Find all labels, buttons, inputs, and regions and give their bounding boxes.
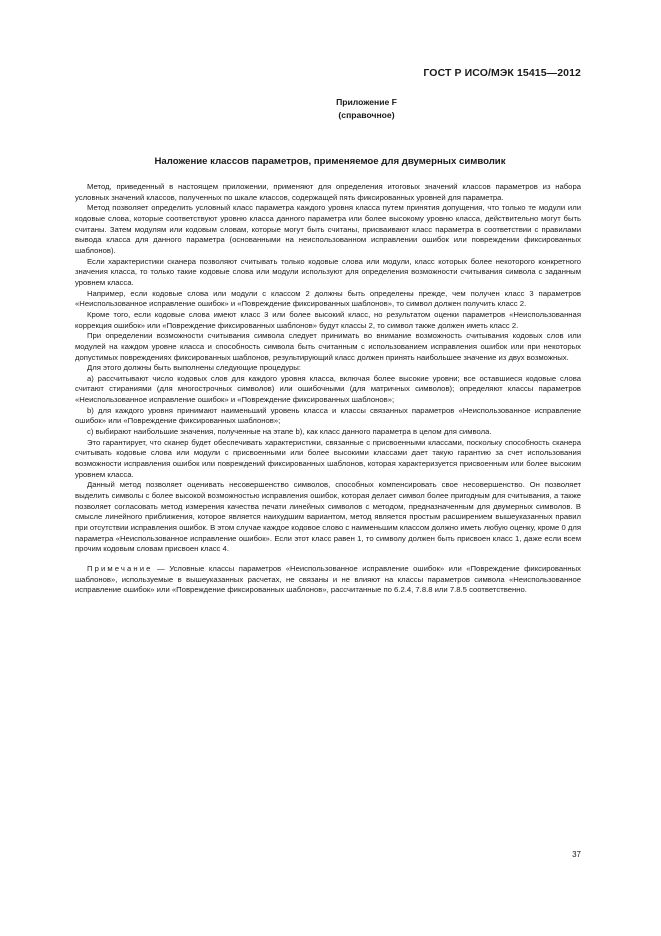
paragraph: Метод позволяет определить условный класс параметра каждого уровня класса путем принятия допущения, что только те модули или кодовые слова, которые соответствуют уровню класса данного параметра или более высокому уровню класса, действительно могут быть считаны. Затем модулям или кодовым словам, которые могут быть считаны, присваивают класс параметра в соответствии с правилами вывода класса для данного параметра (основанными на неиспользованном исправлении ошибок или повреждении фиксированных шаблонов).	[75, 203, 581, 255]
paragraph: Данный метод позволяет оценивать несовершенство символов, способных компенсировать свое несовершенство. Он позволяет выделить символы с более высокой возможностью исправления ошибок, которая делает символ более пригодным для считывания, а также позволяет согласовать метод измерения качества печати линейных символов с методом, предназначенным для двумерных символов. В смысле линейного приближения, которое является наихудшим вариантом, метод является простым расширением вышеуказанных правил при отсутствии исправления ошибок. В этом случае каждое кодовое слово с наименьшим классом должно иметь любую оценку, кроме 0 для параметра «Неиспользованное исправление ошибок». Если этот класс равен 1, то символу должен быть присвоен класс 1, даже если всем прочим кодовым словам присвоен класс 4.	[75, 480, 581, 554]
annex-heading	[0, 96, 661, 122]
annex-label: Приложение F	[336, 97, 397, 107]
page-number: 37	[572, 850, 581, 859]
paragraph: Кроме того, если кодовые слова имеют класс 3 или более высокий класс, но результатом оценки параметров «Неиспользованная коррекция ошибок» или «Повреждение фиксированных шаблонов» будут классы 2, то символ также должен иметь класс 2.	[75, 309, 581, 330]
paragraph: Метод, приведенный в настоящем приложении, применяют для определения итоговых значений классов параметров из набора условных значений классов, полученных по шкале классов, содержащей пять фиксированных уровней для параметра.	[75, 182, 581, 202]
note-label: Примечание	[87, 563, 153, 573]
list-item-b: b) для каждого уровня принимают наименьший уровень класса и классы связанных параметров «Неиспользованное исправление ошибок» или «Повреждение фиксированных шаблонов»;	[75, 405, 581, 426]
note	[75, 564, 581, 596]
paragraph: Это гарантирует, что сканер будет обеспечивать характеристики, связанные с присвоенными классами, поскольку способность сканера считывать кодовые слова или модули с присвоенными или более высокими классами дает такую гарантию за счет использования возможности исправления ошибок или повреждений фиксированных шаблонов, которая характеризуется присвоенным или более высоким уровнем класса.	[75, 437, 581, 479]
annex-type: (справочное)	[338, 110, 395, 120]
paragraph: Например, если кодовые слова или модули с классом 2 должны быть определены прежде, чем получен класс 3 параметров «Неиспользованное исправление ошибок» и «Повреждение фиксированных шаблонов», то символ должен получить класс 2.	[75, 288, 581, 309]
paragraph: Для этого должны быть выполнены следующие процедуры:	[87, 363, 301, 373]
list-item-c: c) выбирают наибольшие значения, полученные на этапе b), как класс данного параметра в целом для символа.	[87, 427, 492, 437]
list-item-a: a) рассчитывают число кодовых слов для каждого уровня класса, включая более высокие уровни; все оставшиеся кодовые слова считают стираниями (для многострочных символов) или ошибочными (для матричных символов); определяют классы параметров «Неиспользованное исправление ошибок» и «Повреждение фиксированных шаблонов»;	[75, 373, 581, 405]
standard-code: ГОСТ Р ИСО/МЭК 15415—2012	[423, 67, 581, 79]
body-text	[75, 182, 581, 596]
note-text: — Условные классы параметров «Неиспользованное исправление ошибок» или «Повреждение фиксированных шаблонов», используемые в вышеуказанных расчетах, не связаны и не влияют на классы параметров символа «Неиспользованное исправление ошибок» или «Повреждение фиксированных шаблонов», рассчитанные по 6.2.4, 7.8.8 или 7.8.5 соответственно.	[75, 563, 581, 595]
paragraph: При определении возможности считывания символа следует принимать во внимание возможность считывания кодовых слов или модулей на каждом уровне класса и способность символа быть считанным с использованием исправления ошибок или при некоторых допустимых повреждениях фиксированных шаблонов, результирующий класс должен принять наибольшее значение из двух возможных.	[75, 331, 581, 362]
section-title: Наложение классов параметров, применяемое для двумерных символик	[154, 156, 506, 167]
paragraph: Если характеристики сканера позволяют считывать только кодовые слова или модули, класс которых более некоторого конкретного значения класса, то только такие кодовые слова или модули используют для определения возможности считывания символа с заданным уровнем класса.	[75, 256, 581, 287]
